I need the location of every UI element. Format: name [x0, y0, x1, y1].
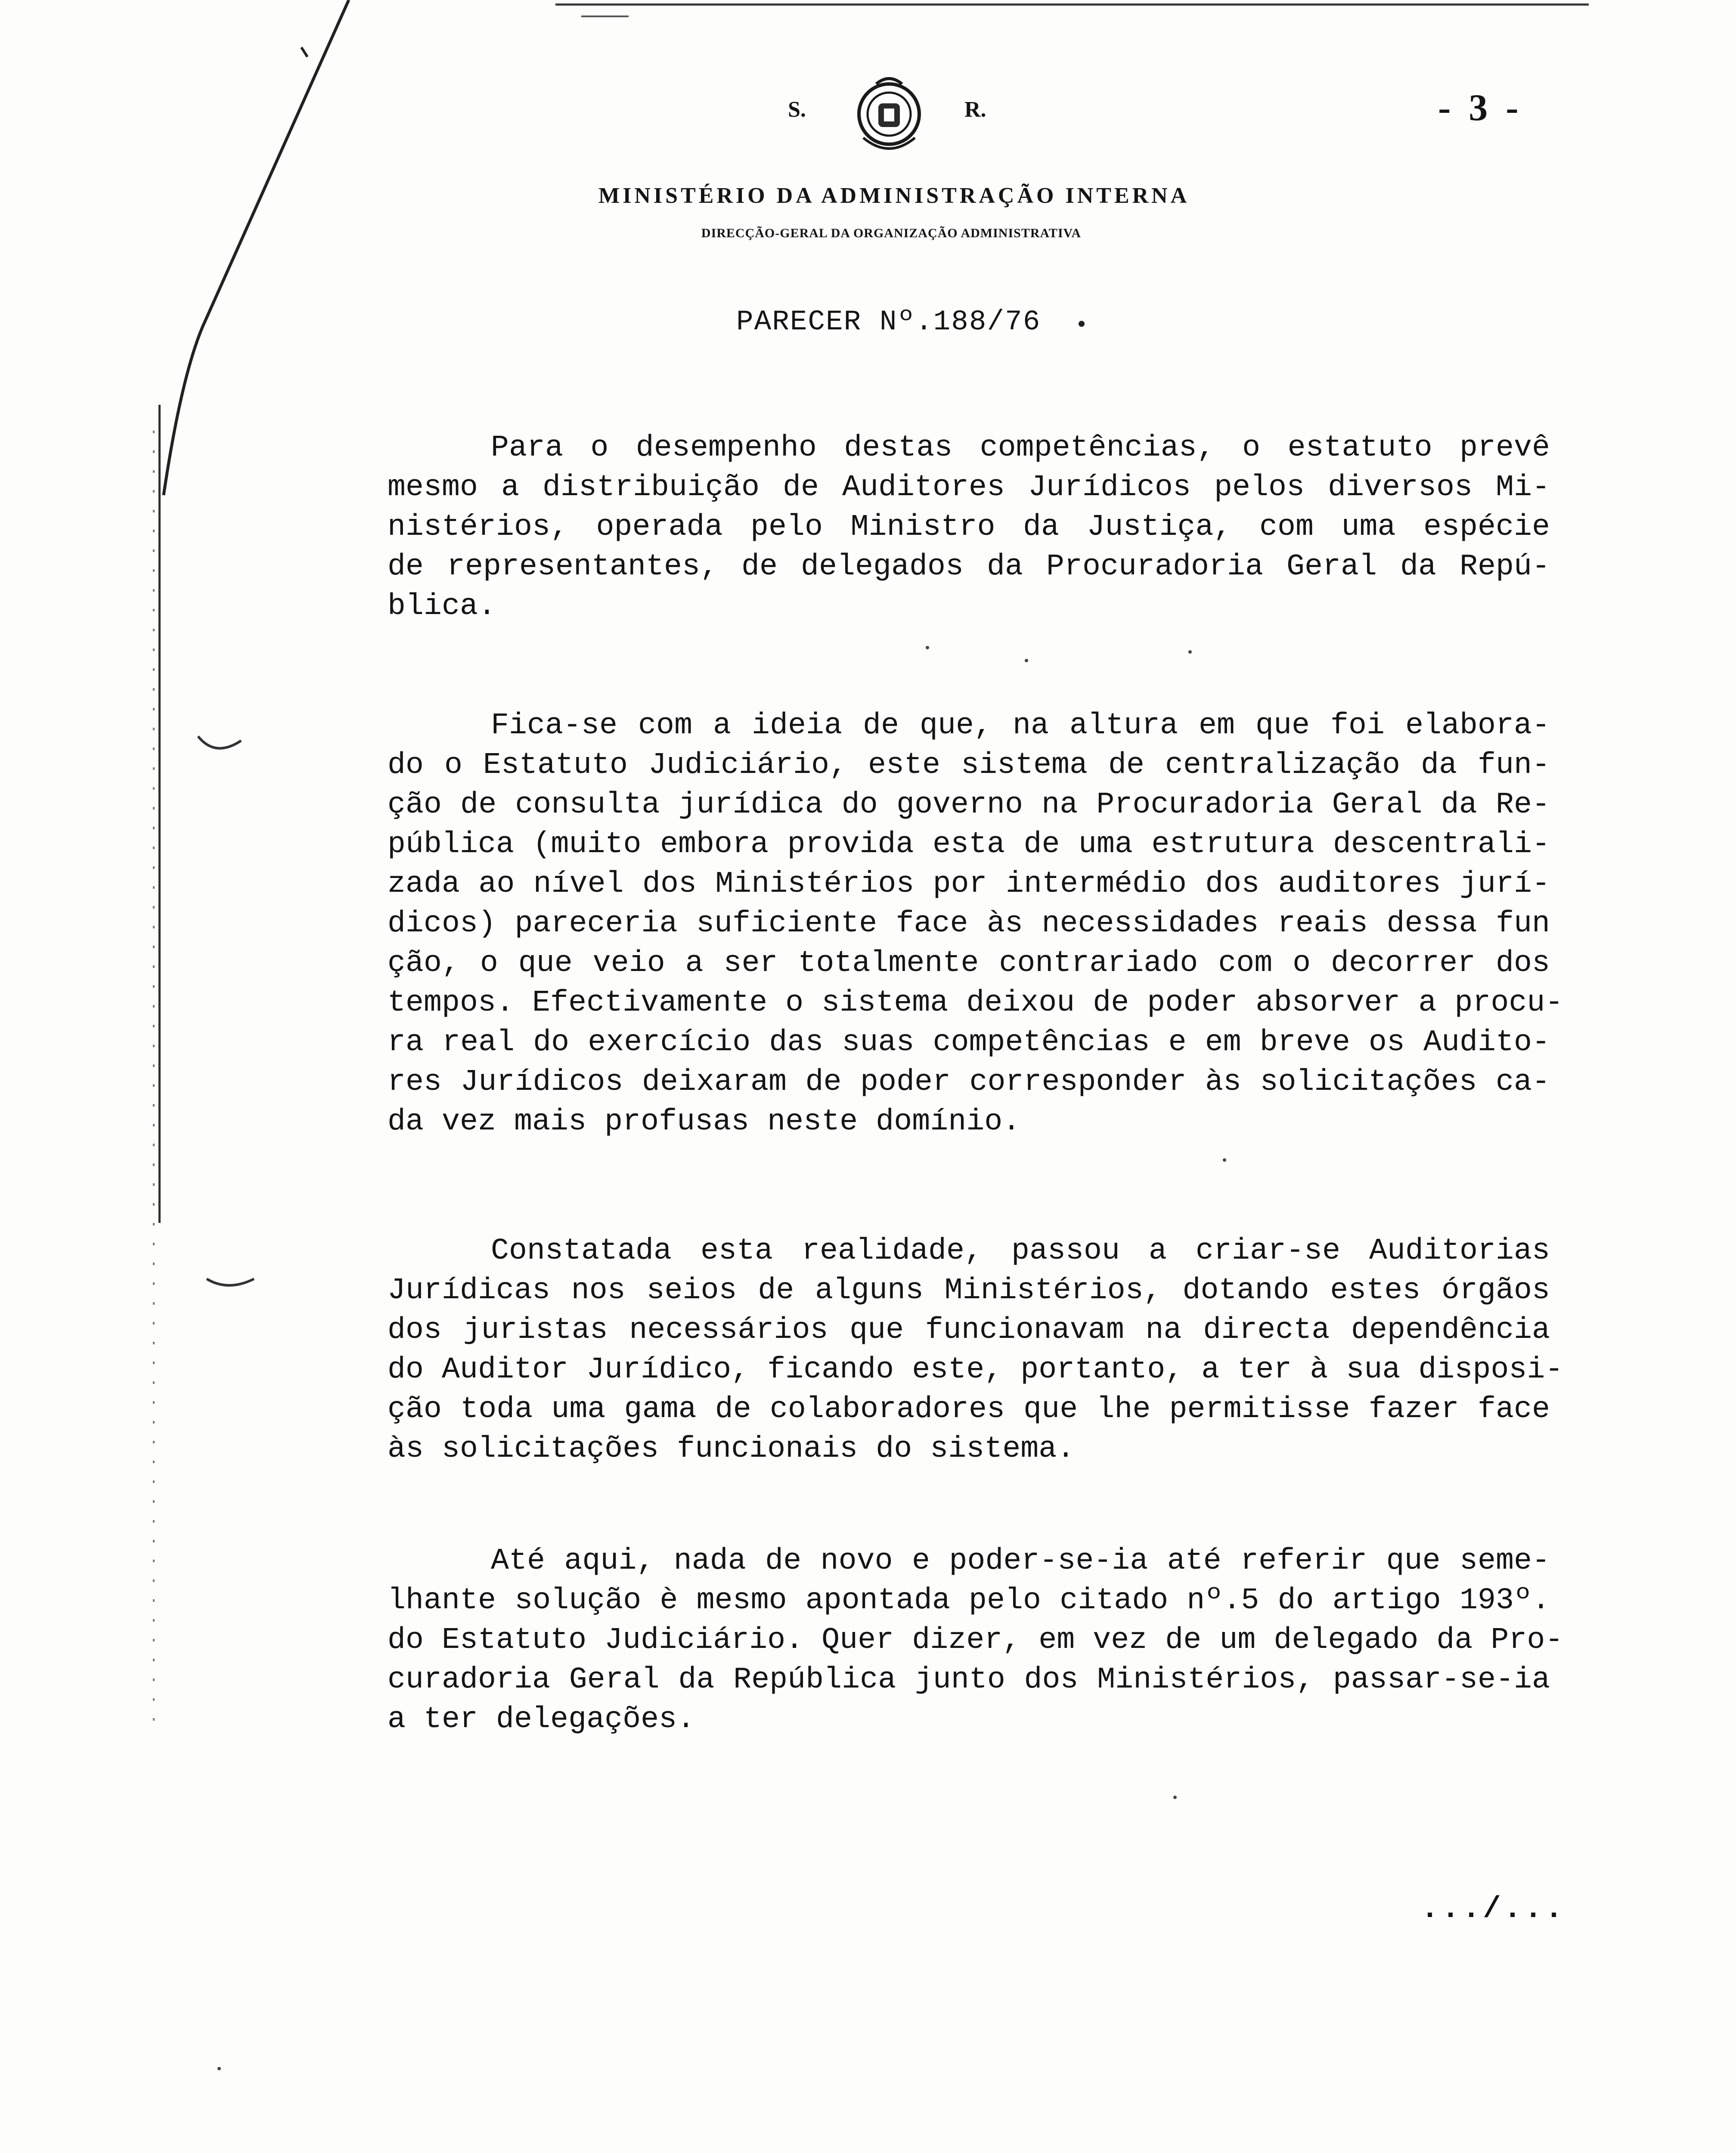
margin-hole-mark [185, 728, 254, 758]
text-line: ra real do exercício das suas competências e em breve os Audito- [388, 1026, 1550, 1060]
text-line: nistérios, operada pelo Ministro da Justiça, com uma espécie [388, 510, 1550, 544]
text-line: curadoria Geral da República junto dos Ministérios, passar-se-ia [388, 1663, 1550, 1697]
margin-scan-noise [153, 431, 155, 1722]
text-line: Para o desempenho destas competências, o estatuto prevê [491, 431, 1550, 465]
margin-hole-mark-2 [202, 1270, 263, 1296]
text-line: de representantes, de delegados da Procuradoria Geral da Repú- [388, 550, 1550, 584]
speck [217, 2067, 221, 2070]
directorate-name: DIRECÇÃO-GERAL DA ORGANIZAÇÃO ADMINISTRATIVA [701, 226, 1082, 240]
margin-binding-line [158, 405, 161, 1223]
title-dot [1079, 321, 1085, 327]
paragraph-2 [388, 706, 1563, 1142]
text-line: Fica-se com a ideia de que, na altura em que foi elabora- [491, 709, 1550, 743]
text-line: ção de consulta jurídica do governo na Procuradoria Geral da Re- [388, 788, 1550, 822]
speck [1188, 650, 1192, 654]
text-line: dicos) pareceria suficiente face às necessidades reais dessa fun [388, 907, 1550, 941]
letterhead-initial-s: S. [788, 97, 806, 122]
paragraph-1 [388, 428, 1550, 627]
text-line: do o Estatuto Judiciário, este sistema de centralização da fun- [388, 748, 1550, 782]
paragraph-4 [388, 1542, 1563, 1740]
text-line: da vez mais profusas neste domínio. [388, 1105, 1021, 1139]
ministry-name: MINISTÉRIO DA ADMINISTRAÇÃO INTERNA [598, 183, 1190, 208]
speck [926, 646, 929, 649]
text-line: ção toda uma gama de colaboradores que lhe permitisse fazer face [388, 1393, 1550, 1427]
page-number: - 3 - [1438, 87, 1523, 129]
text-line: blica. [388, 589, 496, 624]
scan-edge-mark [581, 16, 629, 17]
paragraph-3 [388, 1232, 1563, 1469]
text-line: às solicitações funcionais do sistema. [388, 1432, 1075, 1466]
text-line: do Auditor Jurídico, ficando este, portanto, a ter à sua disposi- [388, 1353, 1563, 1387]
text-line: res Jurídicos deixaram de poder corresponder às solicitações ca- [388, 1065, 1550, 1099]
margin-pen-stroke [0, 0, 388, 517]
continuation-mark: .../... [1421, 1892, 1566, 1927]
text-line: ção, o que veio a ser totalmente contrariado com o decorrer dos [388, 946, 1550, 980]
text-line: do Estatuto Judiciário. Quer dizer, em vez de um delegado da Pro- [388, 1623, 1563, 1657]
text-line: Constatada esta realidade, passou a criar-se Auditorias [491, 1234, 1550, 1268]
text-line: zada ao nível dos Ministérios por intermédio dos auditores jurí- [388, 867, 1550, 901]
speck [1173, 1796, 1177, 1799]
text-line: Jurídicas nos seios de alguns Ministérios, dotando estes órgãos [388, 1274, 1550, 1308]
speck [1223, 1158, 1226, 1162]
text-line: tempos. Efectivamente o sistema deixou de poder absorver a procu- [388, 986, 1563, 1020]
speck [1025, 659, 1028, 662]
text-line: lhante solução è mesmo apontada pelo citado nº.5 do artigo 193º. [388, 1584, 1550, 1618]
text-line: mesmo a distribuição de Auditores Jurídicos pelos diversos Mi- [388, 471, 1550, 505]
letterhead-initial-r: R. [964, 97, 986, 122]
scan-edge-line-top [555, 3, 1589, 6]
document-title: PARECER Nº.188/76 [736, 306, 1041, 338]
text-line: pública (muito embora provida esta de uma estrutura descentrali- [388, 828, 1550, 862]
national-seal-icon [855, 73, 924, 155]
text-line: dos juristas necessários que funcionavam na directa dependência [388, 1313, 1550, 1347]
text-line: Até aqui, nada de novo e poder-se-ia até referir que seme- [491, 1544, 1550, 1578]
text-line: a ter delegações. [388, 1703, 695, 1737]
